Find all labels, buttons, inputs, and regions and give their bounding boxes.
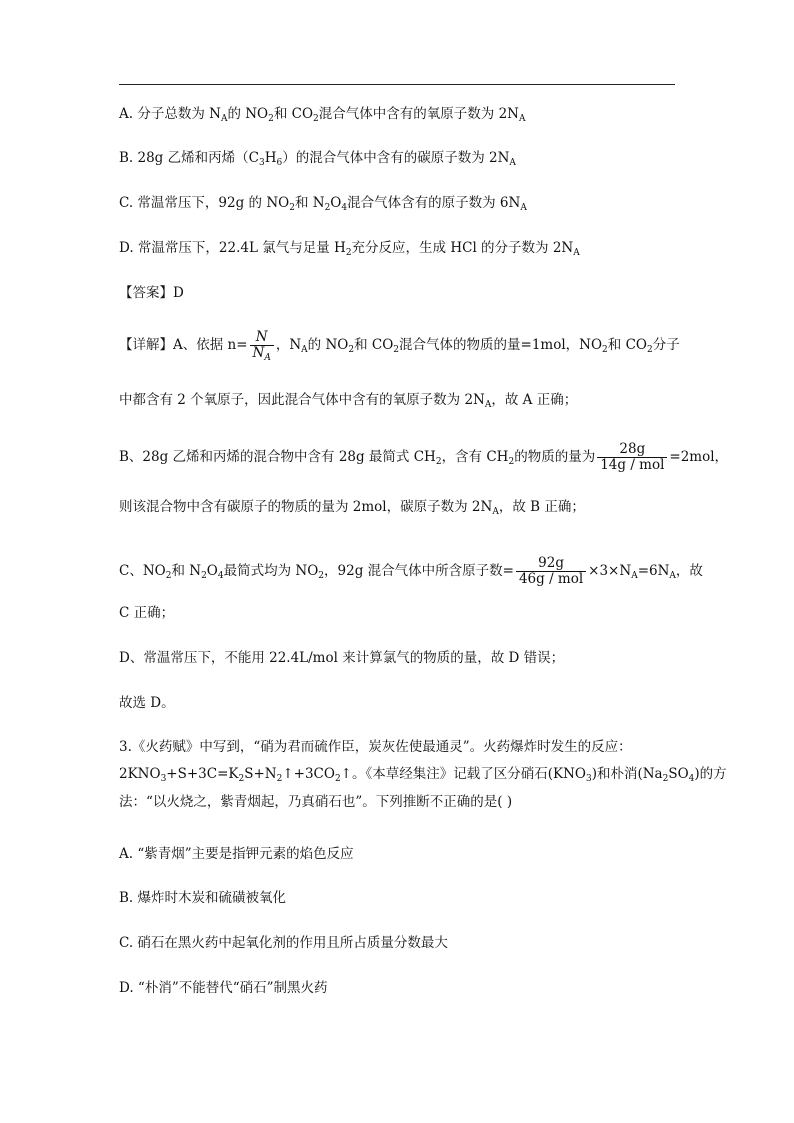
answer: 【答案】D: [119, 285, 184, 301]
fraction-92g-over-46g: $\frac{92g}{\text{46g / mol}}$: [516, 556, 586, 587]
fraction-n-over-na: $\frac{N}{N_A}$: [250, 330, 274, 361]
option-d: D. 常温常压下，22.4L 氯气与足量 $H_2$充分反应，生成 HCl 的分子数为 $2N_A$: [119, 240, 580, 258]
option-b: B. 28g 乙烯和丙烯$(C_3H_6)$的混合气体中含有的碳原子数为 $2N_A$: [119, 150, 516, 168]
q3-stem-line3: 法：“以火烧之，紫青烟起，乃真硝石也”。下列推断不正确的是( ): [119, 794, 513, 810]
q3-stem-line1: 3.《火药赋》中写到，“硝为君而硫作臣，炭灰佐使最通灵”。火药爆炸时发生的反应：: [119, 739, 632, 755]
q3-option-d: D. “朴消”不能替代“硝石”制黑火药: [119, 980, 328, 996]
detail-a-line1: 【详解】A、依据 n= $\frac{N}{N_A}$ ，$N_A$的 $NO_2$和 $CO_2$混合气体的物质的量=1mol，$NO_2$和 $CO_2$分子: [119, 329, 680, 363]
detail-c-line1: C、$NO_2$和 $N_2O_4$最简式均为 $NO_2$，92g 混合气体中所含原子数= $\frac{92g}{\text{46g / mol}}$ $\times 3\times N_A=6N_A$，故: [119, 555, 703, 587]
detail-b-line2: 则该混合物中含有碳原子的物质的量为 2mol，碳原子数为 $2N_A$，故 B 正确；: [119, 499, 585, 517]
option-a: A. 分子总数为 $N_A$的 $NO_2$和 $CO_2$混合气体中含有的氧原子数为 $2N_A$: [119, 106, 526, 124]
detail-a-line2: 中都含有 2 个氧原子，因此混合气体中含有的氧原子数为 $2N_A$，故 A 正确；: [119, 392, 578, 410]
q3-option-a: A. “紫青烟”主要是指钾元素的焰色反应: [119, 846, 354, 862]
fraction-28g-over-14g: $\frac{28g}{\text{14g / mol}}$: [597, 442, 667, 473]
detail-d-line: D、常温常压下，不能用 22.4L/mol 来计算氯气的物质的量，故 D 错误；: [119, 650, 565, 666]
header-rule: [119, 84, 675, 85]
detail-b-line1: B、28g 乙烯和丙烯的混合物中含有 28g 最简式 $CH_2$，含有 $CH_2$的物质的量为 $\frac{28g}{\text{14g / mol}}$ =2mol，: [119, 441, 729, 473]
detail-conclusion: 故选 D。: [119, 695, 175, 711]
option-c: C. 常温常压下，92g 的 $NO_2$和 $N_2O_4$混合气体含有的原子数为 $6N_A$: [119, 195, 527, 213]
q3-stem-line2: $2KNO_3+S+3C=K_2S+N_2↑+3CO_2↑$。《本草经集注》记载了区分硝石$(KNO_3)$和朴消$(Na_2SO_4)$的方: [119, 766, 727, 784]
q3-option-b: B. 爆炸时木炭和硫磺被氧化: [119, 890, 287, 906]
detail-c-line2: C 正确；: [119, 605, 175, 621]
q3-option-c: C. 硝石在黑火药中起氧化剂的作用且所占质量分数最大: [119, 935, 448, 951]
